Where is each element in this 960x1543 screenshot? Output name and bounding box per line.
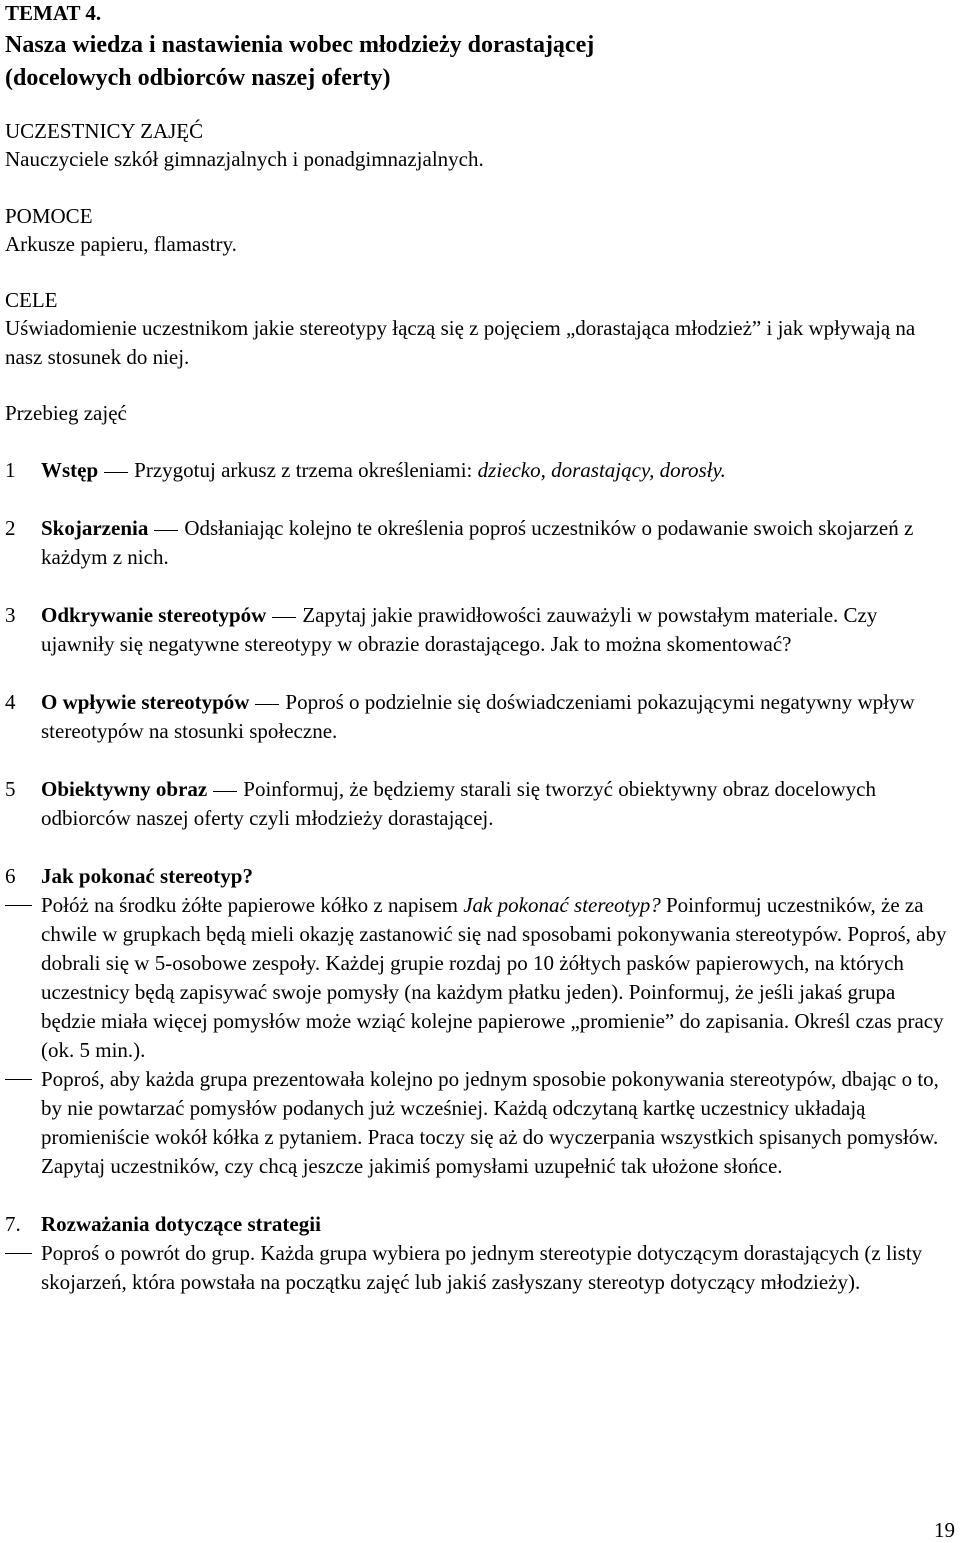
step-number: 6: [5, 864, 16, 888]
step-number: 2: [5, 516, 16, 540]
bullet-text: Połóż na środku żółte papierowe kółko z napisem: [41, 893, 464, 917]
step-title: Rozważania dotyczące strategii: [41, 1212, 321, 1236]
step-5: [5, 775, 955, 833]
dash-separator: [154, 530, 178, 531]
step-text: Poproś o podzielnie się doświadczeniami pokazującymi negatywny wpływ stereotypów na stosunki społeczne.: [41, 690, 915, 743]
aids-heading: POMOCE: [5, 204, 93, 228]
dash-bullet: [5, 1079, 32, 1080]
step-number: 3: [5, 603, 16, 627]
participants-heading: UCZESTNICY ZAJĘĆ: [5, 119, 204, 143]
title-line-2: (docelowych odbiorców naszej oferty): [5, 65, 391, 91]
step-text: Odsłaniając kolejno te określenia poproś uczestników o podawanie swoich skojarzeń z każdym z nich.: [41, 516, 914, 569]
participants-text: Nauczyciele szkół gimnazjalnych i ponadgimnazjalnych.: [5, 147, 484, 171]
dash-separator: [213, 791, 237, 792]
dash-bullet: [5, 905, 32, 906]
step-text: Przygotuj arkusz z trzema określeniami:: [134, 458, 478, 482]
step-number: 4: [5, 690, 16, 714]
step-number: 1: [5, 458, 16, 482]
goals-text: Uświadomienie uczestnikom jakie stereotypy łączą się z pojęciem „dorastająca młodzież” i jak wpływają na nasz stosunek do niej.: [5, 316, 916, 369]
step-3: [5, 601, 955, 659]
title-line-1: Nasza wiedza i nastawienia wobec młodzieży dorastającej: [5, 32, 595, 58]
step-title: Skojarzenia: [41, 516, 149, 540]
bullet-text-italic: Jak pokonać stereotyp?: [463, 893, 661, 917]
step-text: Poinformuj, że będziemy starali się tworzyć obiektywny obraz docelowych odbiorców naszej oferty czyli młodzieży dorastającej.: [41, 777, 876, 830]
step-1: [5, 456, 955, 485]
step-number: 5: [5, 777, 16, 801]
step-text-italic: dziecko, dorastający, dorosły.: [477, 458, 726, 482]
goals-heading: CELE: [5, 288, 58, 312]
step-7: [5, 1210, 955, 1239]
step-title: Obiektywny obraz: [41, 777, 208, 801]
step-2: [5, 514, 955, 572]
step-6-bullet-1: [5, 891, 955, 1065]
step-text: Zapytaj jakie prawidłowości zauważyli w powstałym materiale. Czy ujawniły się negatywne stereotypy w obrazie dorastającego. Jak to można skomentować?: [41, 603, 878, 656]
document-page: [5, 0, 955, 1297]
dash-bullet: [5, 1253, 32, 1254]
dash-separator: [272, 617, 296, 618]
step-number: 7.: [5, 1212, 21, 1236]
page-number: 19: [934, 1518, 955, 1542]
step-7-bullet-1: [5, 1239, 955, 1297]
bullet-text: Poproś, aby każda grupa prezentowała kolejno po jednym sposobie pokonywania stereotypów, dbając o to, by nie powtarzać pomysłów podanych już wcześniej. Każdą odczytaną kartkę uczestnicy układają promieniście wokół kółka z pytaniem. Praca toczy się aż do wyczerpania wszystkich spisanych pomysłów. Zapytaj uczestników, czy chcą jeszcze jakimiś pomysłami uzupełnić tak ułożone słońce.: [41, 1067, 939, 1178]
step-title: O wpływie stereotypów: [41, 690, 250, 714]
step-title: Wstęp: [41, 458, 99, 482]
step-4: [5, 688, 955, 746]
theme-number: TEMAT 4.: [5, 1, 102, 25]
step-title: Jak pokonać stereotyp?: [41, 864, 253, 888]
dash-separator: [255, 704, 279, 705]
bullet-text: Poproś o powrót do grup. Każda grupa wybiera po jednym stereotypie dotyczącym dorastających (z listy skojarzeń, która powstała na początku zajęć lub jakiś zasłyszany stereotyp dotyczący młodzieży).: [41, 1241, 923, 1294]
step-6-bullet-2: [5, 1065, 955, 1181]
document-title: [5, 29, 955, 95]
aids-text: Arkusze papieru, flamastry.: [5, 232, 237, 256]
dash-separator: [104, 472, 128, 473]
step-6: [5, 862, 955, 891]
bullet-text-cont: Poinformuj uczestników, że za chwile w grupkach będą mieli okazję zastanowić się nad sposobami pokonywania stereotypów. Poproś, aby dobrali się w 5-osobowe zespoły. Każdej grupie rozdaj po 10 żółtych pasków papierowych, na których uczestnicy będą zapisywać swoje pomysły (na każdym płatku jeden). Poinformuj, że jeśli jakaś grupa będzie miała więcej pomysłów może wziąć kolejne papierowe „promienie” do zapisania. Określ czas pracy (ok. 5 min.).: [41, 893, 947, 1062]
step-title: Odkrywanie stereotypów: [41, 603, 267, 627]
course-heading: Przebieg zajęć: [5, 401, 127, 425]
